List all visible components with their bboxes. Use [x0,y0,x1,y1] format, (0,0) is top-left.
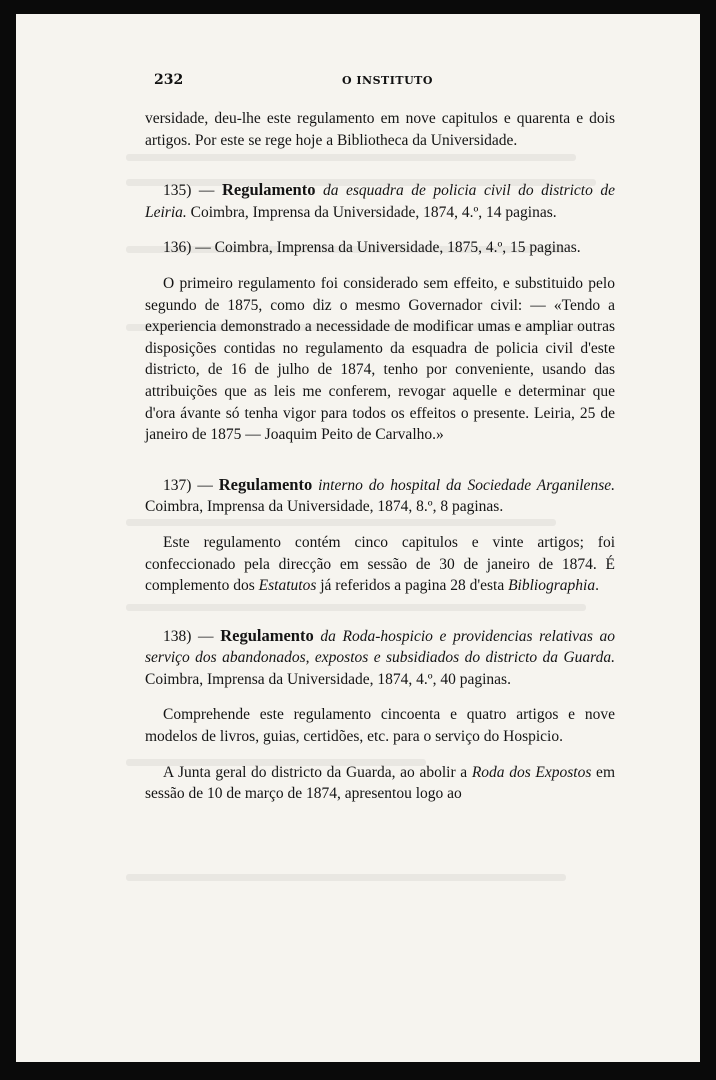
paragraph: O primeiro regulamento foi considerado sem effeito, e substituido pelo segundo de 1875, como diz o mesmo Governador civil: — «Tendo a experiencia demonstrado a necessidade de modificar umas e ampliar outras disposições contidas no regulamento da esquadra de policia civil d'este districto, de 16 de julho de 1874, tenho por conveniente, usando das attribuições que as leis me conferem, revogar aquelle e determinar que d'ora ávante só tenha vigor para todos os effeitos o presente. Leiria, 25 de janeiro de 1875 — Joaquim Peito de Carvalho.» [145,274,615,444]
entry-137: 137) — Regulamento interno do hospital da Sociedade Arganilense. Coimbra, Imprensa da Universidade, 1874, 8.º, 8 paginas. [145,474,615,516]
page-header [154,72,614,94]
entry-138: 138) — Regulamento da Roda-hospicio e providencias relativas ao serviço dos abandonados, expostos e subsidiados do districto da Guarda. Coimbra, Imprensa da Universidade, 1874, 4.º, 40 paginas. [145,625,615,688]
entry-heading: Regulamento [220,625,314,645]
body-text [145,108,615,805]
page-number: 232 [154,72,184,88]
paragraph: Este regulamento contém cinco capitulos e vinte artigos; foi confeccionado pela direcção em sessão de 30 de janeiro de 1874. É complemento dos Estatutos já referidos a pagina 28 d'esta Bibliographia. [145,533,615,595]
paragraph: A Junta geral do districto da Guarda, ao abolir a Roda dos Expostos em sessão de 10 de março de 1874, apresentou logo ao [145,763,615,803]
paragraph: versidade, deu-lhe este regulamento em nove capitulos e quarenta e dois artigos. Por este se rege hoje a Bibliotheca da Universidade. [145,110,615,149]
paragraph: Comprehende este regulamento cincoenta e quatro artigos e nove modelos de livros, guias, certidões, etc. para o serviço do Hospicio. [145,706,615,746]
entry-135: 135) — Regulamento da esquadra de policia civil do districto de Leiria. Coimbra, Imprensa da Universidade, 1874, 4.º, 14 paginas. [145,180,615,221]
running-head: O INSTITUTO [342,74,433,87]
book-page [16,14,700,1062]
entry-heading: Regulamento [218,474,313,494]
entry-heading: Regulamento [221,180,316,200]
entry-136: 136) — Coimbra, Imprensa da Universidade, 1875, 4.º, 15 paginas. [163,239,581,257]
